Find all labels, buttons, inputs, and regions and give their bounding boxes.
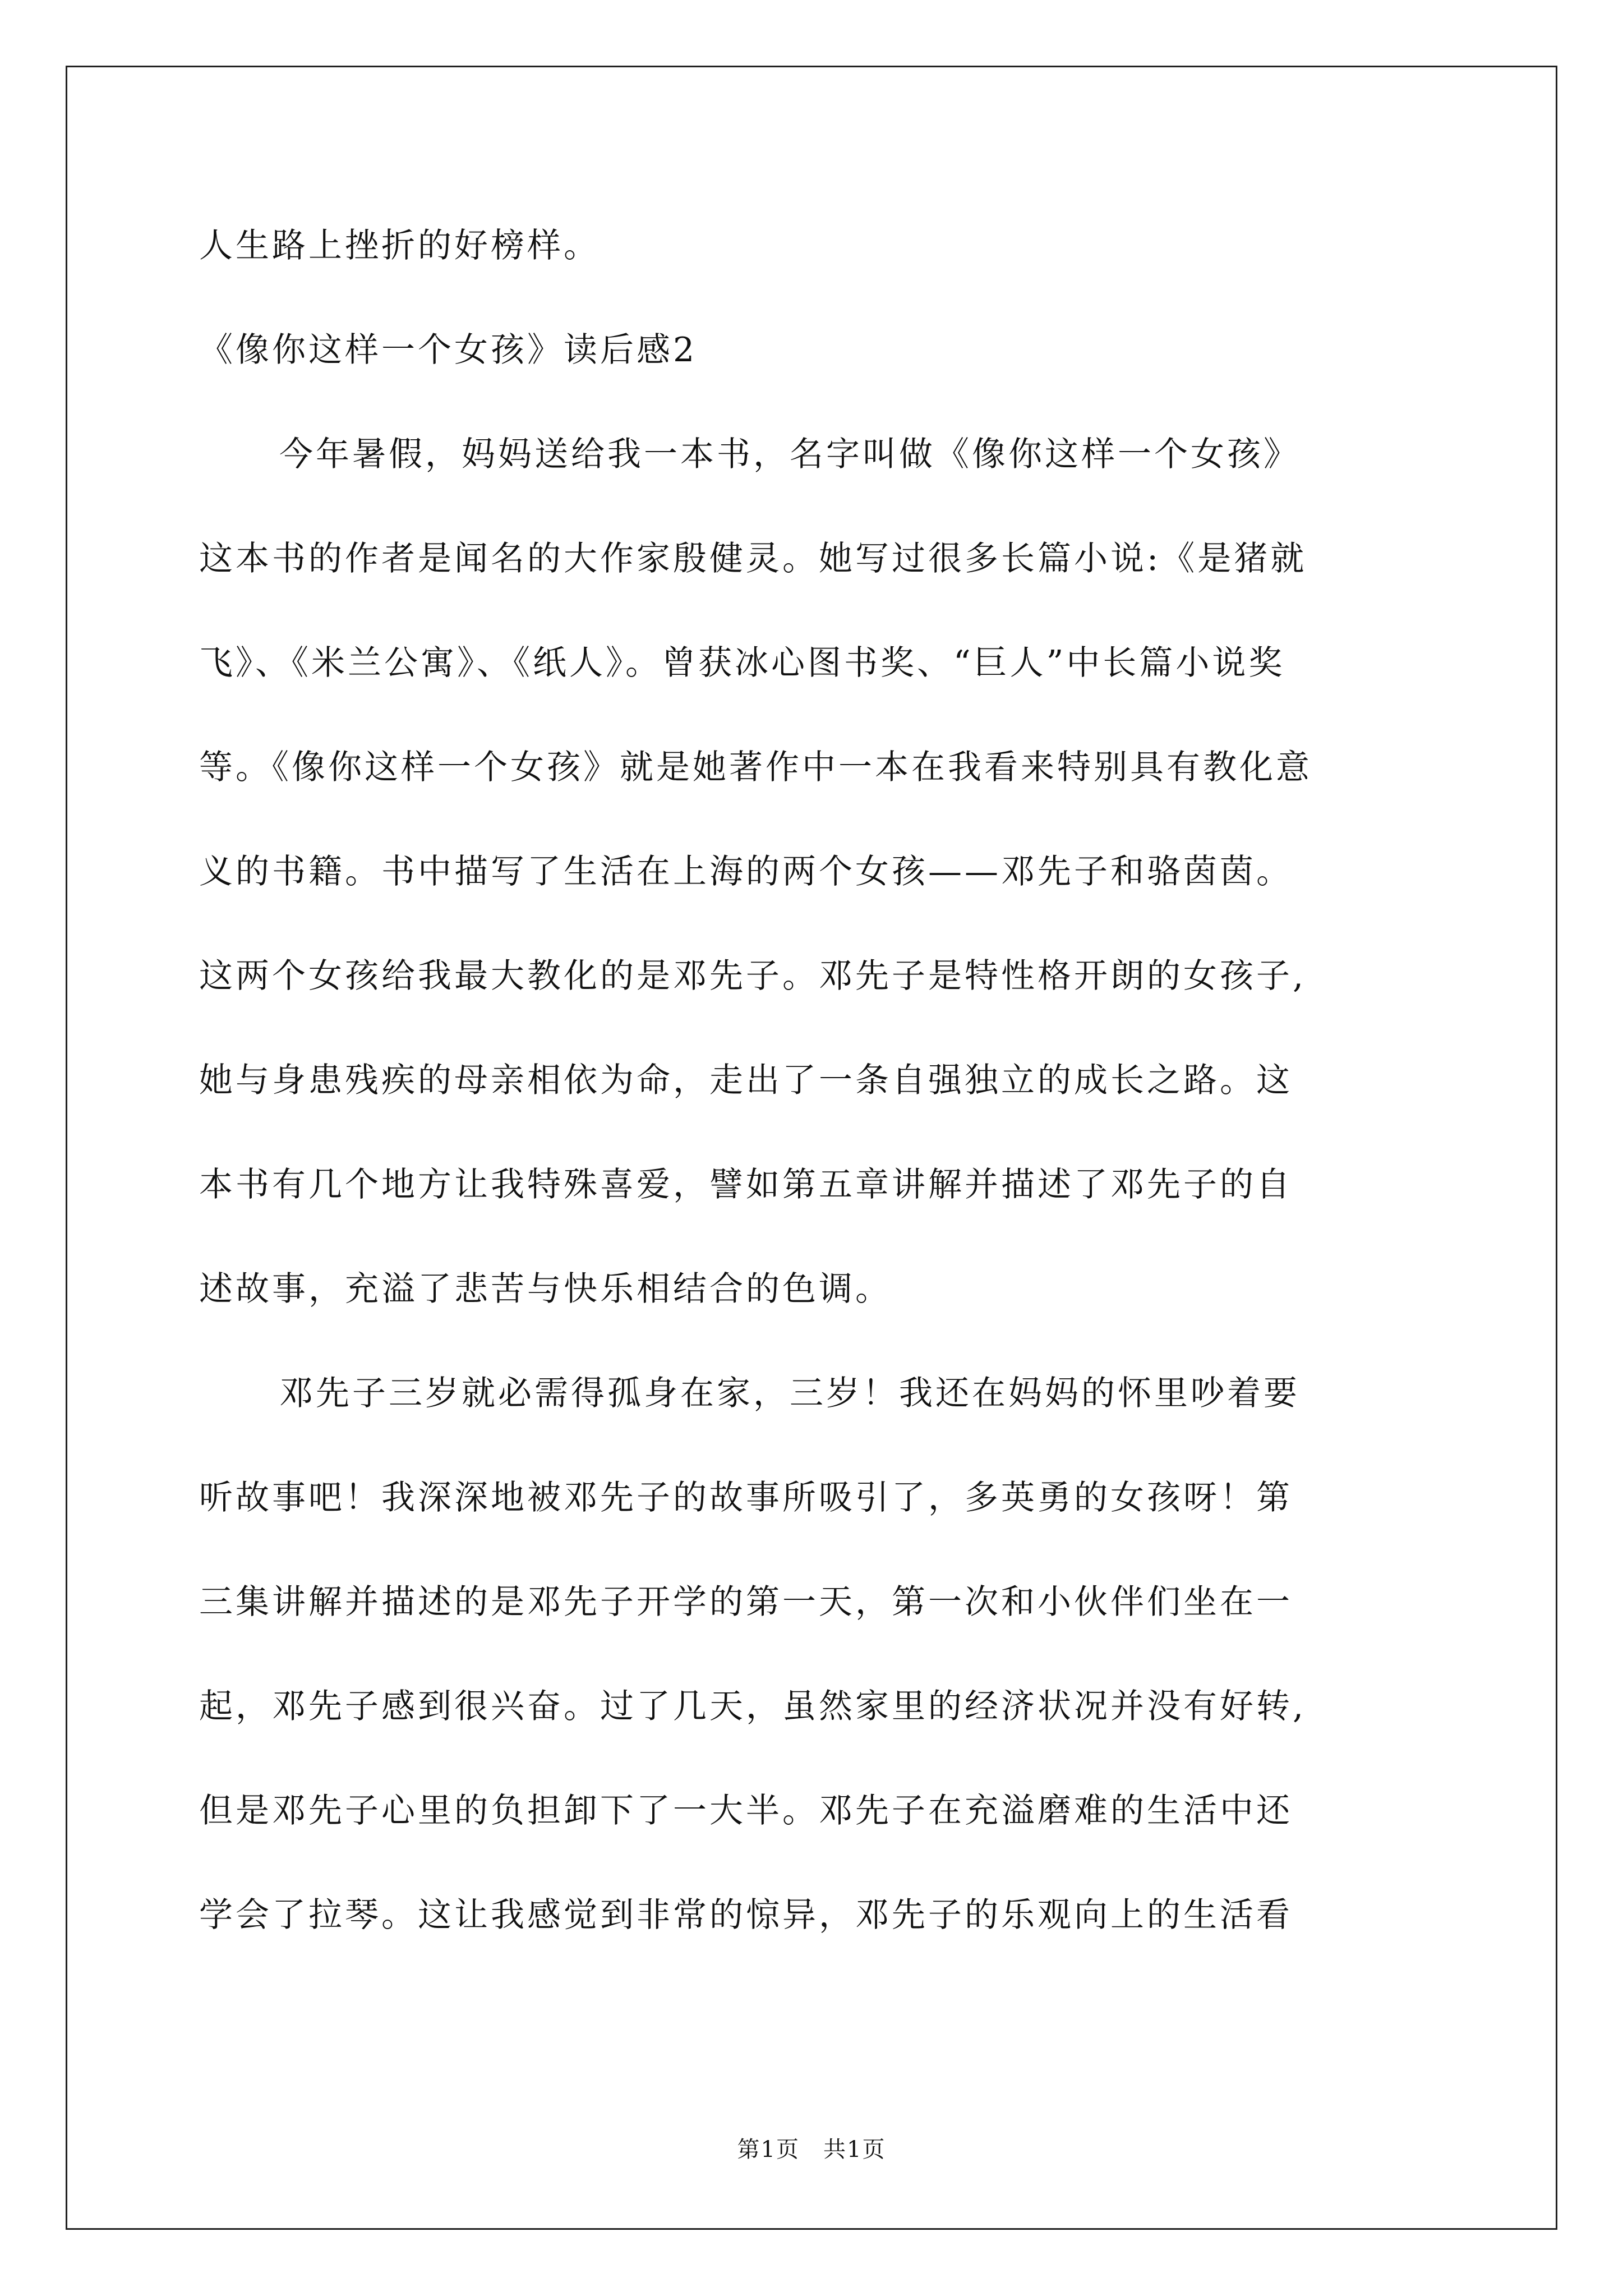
text-line: 起，邓先子感到很兴奋。过了几天，虽然家里的经济状况并没有好转,: [199, 1687, 1307, 1726]
text-line: 她与身患残疾的母亲相依为命，走出了一条自强独立的成长之路。这: [199, 1061, 1293, 1100]
text-line: 人生路上挫折的好榜样。: [199, 226, 600, 265]
text-line: 学会了拉琴。这让我感觉到非常的惊异，邓先子的乐观向上的生活看: [199, 1895, 1293, 1935]
text-line: 这两个女孩给我最大教化的是邓先子。邓先子是特性格开朗的女孩子,: [199, 956, 1307, 996]
text-line: 这本书的作者是闻名的大作家殷健灵。她写过很多长篇小说:《是猪就: [199, 539, 1307, 578]
page-number: 第1页 共1页: [737, 2137, 886, 2162]
text-line: 听故事吧！我深深地被邓先子的故事所吸引了，多英勇的女孩呀！第: [199, 1478, 1293, 1517]
text-line: 等。《像你这样一个女孩》就是她著作中一本在我看来特别具有教化意: [199, 748, 1312, 787]
text-line: 邓先子三岁就必需得孤身在家，三岁！我还在妈妈的怀里吵着要: [279, 1374, 1300, 1413]
text-line: 本书有几个地方让我特殊喜爱，譬如第五章讲解并描述了邓先子的自: [199, 1165, 1293, 1204]
text-line: 三集讲解并描述的是邓先子开学的第一天，第一次和小伙伴们坐在一: [199, 1582, 1293, 1622]
text-line: 飞》、《米兰公寓》、《纸人》。曾获冰心图书奖、“巨人”中长篇小说奖: [199, 643, 1285, 683]
text-line: 述故事，充溢了悲苦与快乐相结合的色调。: [199, 1269, 892, 1309]
text-line: 义的书籍。书中描写了生活在上海的两个女孩——邓先子和骆茵茵。: [199, 852, 1293, 891]
text-line: 今年暑假，妈妈送给我一本书，名字叫做《像你这样一个女孩》: [279, 435, 1300, 474]
section-title: 《像你这样一个女孩》读后感2: [199, 330, 698, 370]
text-line: 但是邓先子心里的负担卸下了一大半。邓先子在充溢磨难的生活中还: [199, 1791, 1293, 1830]
